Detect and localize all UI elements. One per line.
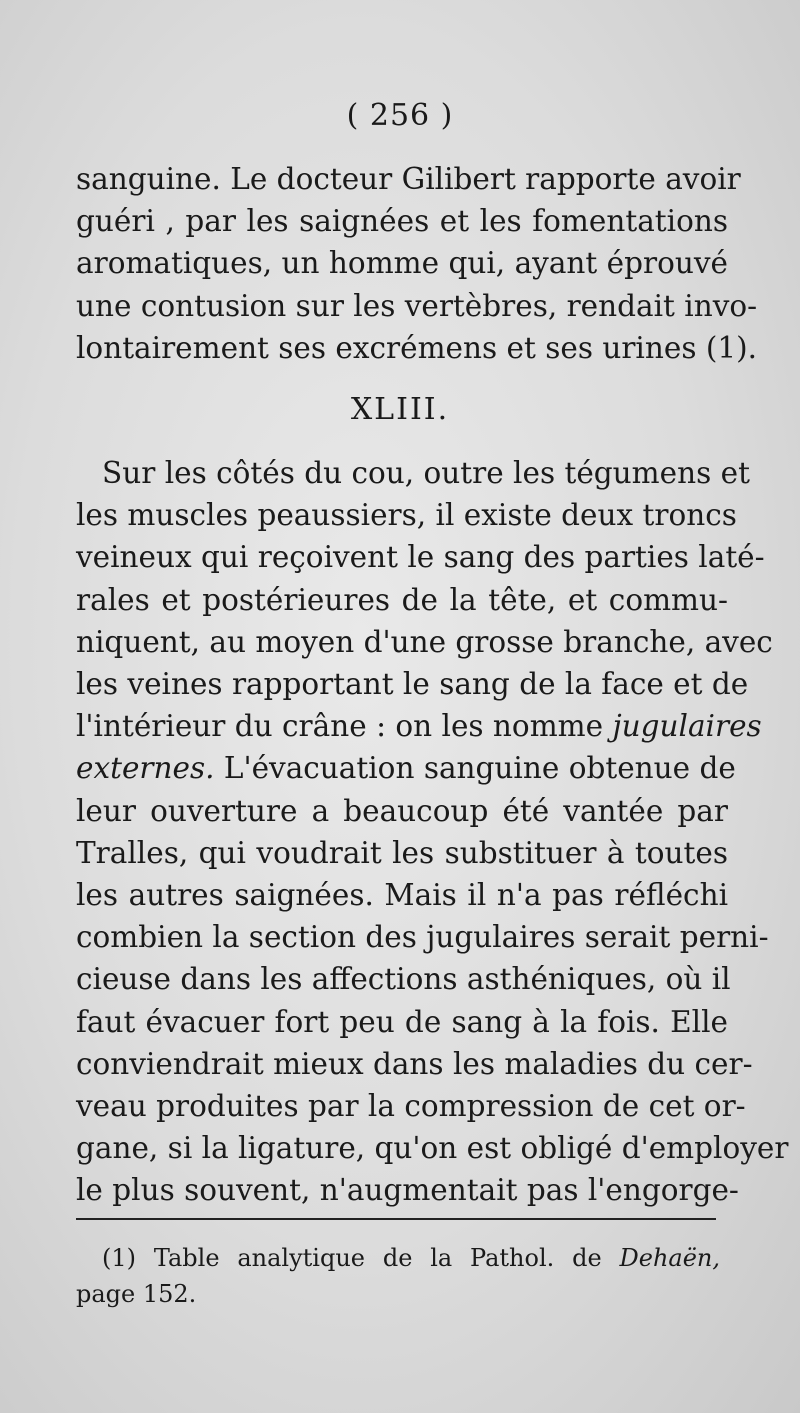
section-heading: XLIII. bbox=[350, 392, 450, 427]
text-line: une contusion sur les vertèbres, rendait invo- bbox=[76, 288, 758, 323]
footnote-line: page 152. bbox=[76, 1280, 197, 1308]
text-line: lontairement ses excrémens et ses urines (1). bbox=[76, 330, 758, 365]
text-line: rales et postérieures de la tête, et commu- bbox=[76, 582, 728, 617]
text-line: faut évacuer fort peu de sang à la fois. Elle bbox=[76, 1004, 728, 1039]
text-line: veau produites par la compression de cet or- bbox=[76, 1089, 746, 1124]
text-line: niquent, au moyen d'une grosse branche, avec bbox=[76, 624, 773, 659]
page-number: ( 256 ) bbox=[346, 98, 454, 133]
text-line: les veines rapportant le sang de la face et de bbox=[76, 667, 749, 702]
text-line: le plus souvent, n'augmentait pas l'engorge- bbox=[76, 1173, 739, 1208]
footnote bbox=[76, 1240, 720, 1312]
text-line bbox=[76, 705, 762, 747]
text-line: guéri , par les saignées et les fomentations bbox=[76, 204, 728, 239]
text-line: veineux qui reçoivent le sang des parties laté- bbox=[76, 540, 765, 575]
text-line: aromatiques, un homme qui, ayant éprouvé bbox=[76, 246, 728, 281]
footnote-text: (1) Table analytique de la Pathol. de bbox=[102, 1244, 602, 1272]
text-line: leur ouverture a beaucoup été vantée par bbox=[76, 793, 728, 828]
text-line: Sur les côtés du cou, outre les tégumens et bbox=[102, 456, 750, 490]
paragraph-continuation bbox=[76, 158, 758, 369]
text-line: gane, si la ligature, qu'on est obligé d'employer bbox=[76, 1131, 789, 1166]
footnote-line bbox=[76, 1240, 720, 1276]
text-line: les muscles peaussiers, il existe deux troncs bbox=[76, 498, 737, 533]
text-line: combien la section des jugulaires serait perni- bbox=[76, 920, 769, 955]
paragraph-section-xliii bbox=[76, 452, 789, 1212]
text-segment: L'évacuation sanguine obtenue de bbox=[223, 751, 736, 786]
text-line: cieuse dans les affections asthéniques, où il bbox=[76, 962, 731, 997]
italic-term: jugulaires bbox=[612, 709, 762, 744]
text-line: conviendrait mieux dans les maladies du cer- bbox=[76, 1046, 753, 1081]
text-line bbox=[76, 747, 736, 789]
text-segment: l'intérieur du crâne : on les nomme bbox=[76, 709, 604, 744]
text-line: Tralles, qui voudrait les substituer à toutes bbox=[76, 835, 728, 870]
text-line: les autres saignées. Mais il n'a pas réfléchi bbox=[76, 878, 728, 913]
footnote-rule bbox=[76, 1218, 716, 1220]
italic-term: externes. bbox=[76, 751, 215, 786]
text-line: sanguine. Le docteur Gilibert rapporte avoir bbox=[76, 162, 741, 196]
footnote-author: Dehaën, bbox=[619, 1244, 720, 1272]
